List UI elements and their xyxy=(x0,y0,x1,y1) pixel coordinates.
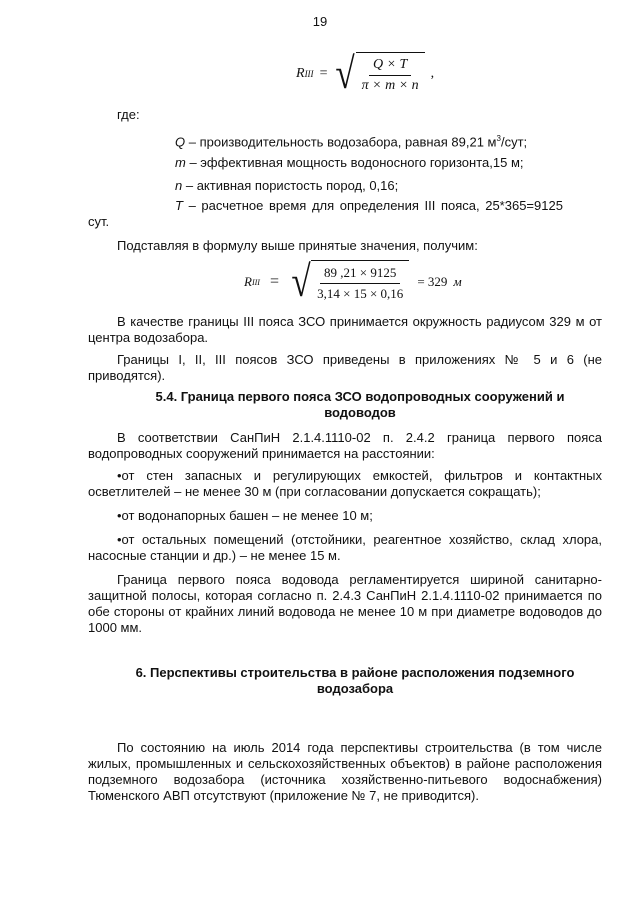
formula2-fraction xyxy=(313,265,407,302)
para-pipeline: Граница первого пояса водовода регламентируется шириной санитарно-защитной полосы, которая согласно п. 2.4.3 СанПиН 2.1.4.1110-02 принимается по обе стороны от крайних линий водовода не менее 10 м при диаметре водоводов до 1000 мм. xyxy=(88,572,602,635)
definition-q xyxy=(175,131,527,150)
formula2-sqrt xyxy=(289,257,409,306)
formula-lhs: R xyxy=(296,66,305,81)
formula-eq: = xyxy=(319,66,328,81)
page-number: 19 xyxy=(312,14,328,29)
definition-q-sup: 3 xyxy=(496,134,501,143)
bullet-other-premises: •от остальных помещений (отстойники, реагентное хозяйство, склад хлора, насосные станции и др.) – не менее 15 м. xyxy=(88,532,602,563)
formula2-numerator: 89 ,21 × 9125 xyxy=(320,265,400,284)
bullet-reservoirs: •от стен запасных и регулирующих емкостей, фильтров и контактных осветлителей – не менее 30 м (при согласовании допускается сокращать); xyxy=(88,468,602,499)
para-prospects: По состоянию на июль 2014 года перспективы строительства (в том числе жилых, промышленных и сельскохозяйственных объектов) в районе расположения подземного водозабора (источника хозяйственно-питьевого водоснабжения) Тюменского АВП отсутствуют (приложение № 7, не приводится). xyxy=(88,740,602,803)
symbol-q: Q xyxy=(175,134,186,150)
symbol-t: T xyxy=(175,198,183,213)
bullet-water-towers: •от водонапорных башен – не менее 10 м; xyxy=(117,508,373,523)
formula2-eq: = xyxy=(269,273,279,290)
definition-t-text: – расчетное время для определения III пояса, 25*365=9125 xyxy=(182,198,563,213)
formula-radius-iii-computed xyxy=(244,257,462,306)
para-boundaries-ref: Границы I, II, III поясов ЗСО приведены в приложениях № 5 и 6 (не приводятся). xyxy=(88,352,602,383)
formula-trail: , xyxy=(430,66,435,81)
definition-n-text: – активная пористость пород, 0,16; xyxy=(182,178,399,193)
definition-n xyxy=(175,178,398,194)
sqrt2-symbol: √ xyxy=(291,257,311,306)
heading-6: 6. Перспективы строительства в районе расположения подземного водозабора xyxy=(135,665,575,696)
formula2-lhs: R xyxy=(244,274,252,289)
symbol-n: n xyxy=(175,178,183,193)
heading-5-4: 5.4. Граница первого пояса ЗСО водопроводных сооружений и водоводов xyxy=(155,389,565,420)
definition-t-cont: сут. xyxy=(88,214,110,229)
formula2-unit: м xyxy=(453,274,462,289)
formula2-result: = 329 xyxy=(417,274,448,289)
formula-radius-iii xyxy=(296,49,435,98)
symbol-m: m xyxy=(175,155,186,170)
formula2-lhs-sub: III xyxy=(251,277,260,287)
sqrt-symbol: √ xyxy=(335,49,356,98)
formula2-denominator: 3,14 × 15 × 0,16 xyxy=(317,286,404,301)
where-label: где: xyxy=(117,107,140,122)
definition-t xyxy=(175,198,563,214)
para-sanpin: В соответствии СанПиН 2.1.4.1110-02 п. 2.4.2 граница первого пояса водопроводных сооружений принимается на расстоянии: xyxy=(88,430,602,461)
definition-q-text: – производительность водозабора, равная 89,21 м xyxy=(185,134,497,150)
formula-sqrt xyxy=(333,49,424,98)
para-boundary-iii: В качестве границы III пояса ЗСО принимается окружность радиусом 329 м от центра водозабора. xyxy=(88,314,602,345)
formula-lhs-sub: III xyxy=(304,69,314,79)
formula-numerator: Q × T xyxy=(369,57,411,76)
formula-fraction xyxy=(358,57,423,94)
formula-denominator: π × m × n xyxy=(361,78,419,93)
definition-m xyxy=(175,155,524,171)
definition-q-tail: /сут; xyxy=(500,134,528,150)
substitute-text: Подставляя в формулу выше принятые значения, получим: xyxy=(117,238,478,253)
definition-m-text: – эффективная мощность водоносного горизонта,15 м; xyxy=(185,155,524,170)
